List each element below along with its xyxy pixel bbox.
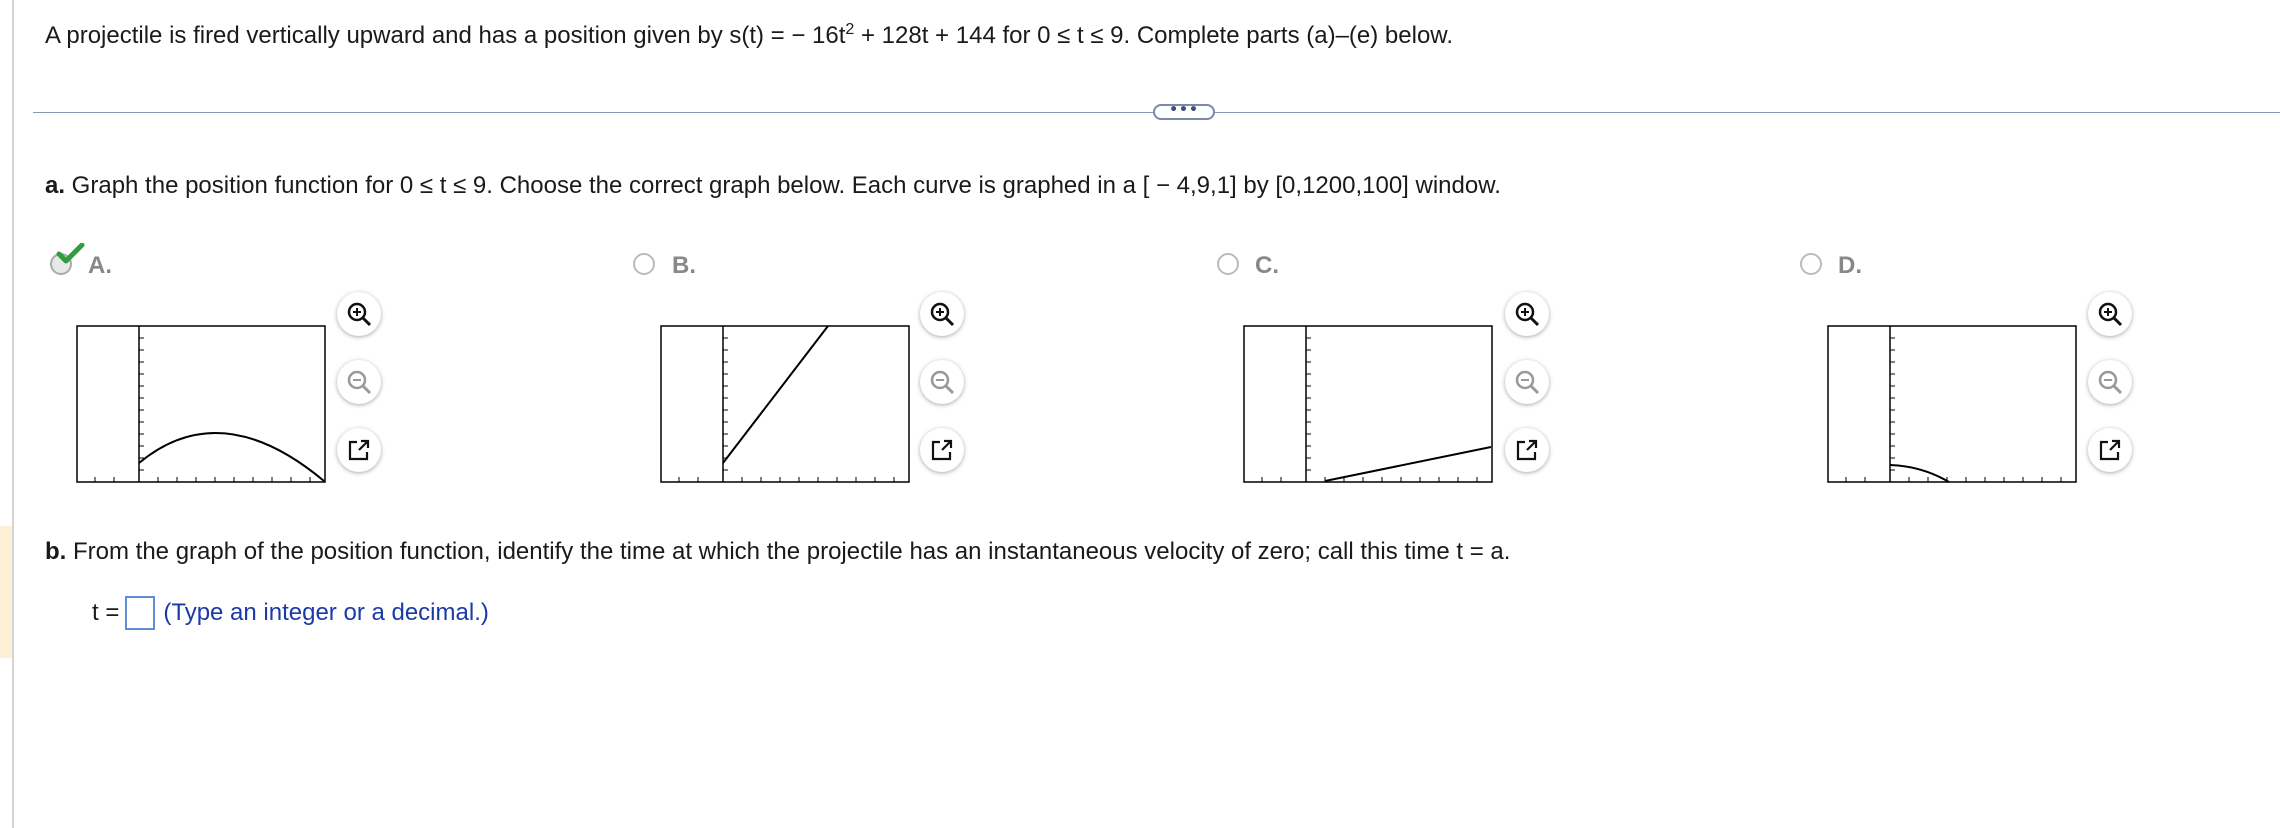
popout-icon [929, 437, 955, 463]
zoom-out-button[interactable] [2088, 360, 2132, 404]
zoom-in-icon [2096, 300, 2124, 328]
zoom-in-icon [928, 300, 956, 328]
zoom-out-icon [928, 368, 956, 396]
zoom-out-icon [1513, 368, 1541, 396]
zoom-out-icon [345, 368, 373, 396]
left-border [12, 0, 14, 828]
zoom-in-icon [1513, 300, 1541, 328]
answer-input[interactable] [125, 596, 155, 630]
answer-hint: (Type an integer or a decimal.) [163, 599, 489, 626]
option-d-graph[interactable] [1827, 325, 2077, 483]
option-b-label[interactable]: B. [672, 252, 696, 279]
active-part-marker [0, 526, 12, 658]
zoom-in-button[interactable] [920, 292, 964, 336]
zoom-in-icon [345, 300, 373, 328]
zoom-in-button[interactable] [1505, 292, 1549, 336]
zoom-out-button[interactable] [920, 360, 964, 404]
part-b-question: b. From the graph of the position function, identify the time at which the projectile has an instantaneous velocity of zero; call this time t = a. [45, 538, 1511, 565]
check-icon [56, 243, 86, 265]
answer-label: t = [92, 599, 120, 626]
option-d-label[interactable]: D. [1838, 252, 1862, 279]
option-c-radio[interactable] [1217, 253, 1239, 275]
popout-button[interactable] [2088, 428, 2132, 472]
zoom-out-button[interactable] [1505, 360, 1549, 404]
popout-icon [2097, 437, 2123, 463]
option-a-graph[interactable] [76, 325, 326, 483]
part-b-answer-row [92, 596, 489, 630]
expand-button[interactable]: ••• [1153, 104, 1215, 120]
zoom-out-button[interactable] [337, 360, 381, 404]
option-b-graph[interactable] [660, 325, 910, 483]
part-a-question: a. Graph the position function for 0 ≤ t ≤ 9. Choose the correct graph below. Each curve is graphed in a [ − 4,9,1] by [0,1200,100] window. [45, 172, 1501, 199]
zoom-in-button[interactable] [337, 292, 381, 336]
popout-button[interactable] [920, 428, 964, 472]
zoom-in-button[interactable] [2088, 292, 2132, 336]
option-d-radio[interactable] [1800, 253, 1822, 275]
popout-button[interactable] [1505, 428, 1549, 472]
option-b-radio[interactable] [633, 253, 655, 275]
popout-button[interactable] [337, 428, 381, 472]
problem-statement: A projectile is fired vertically upward and has a position given by s(t) = − $16t^2 + 128t + 144$ for 0 ≤ t ≤ 9. Complete parts (a)–(e) below. [45, 21, 1453, 49]
option-a-label[interactable]: A. [88, 252, 112, 279]
option-c-label[interactable]: C. [1255, 252, 1279, 279]
popout-icon [1514, 437, 1540, 463]
popout-icon [346, 437, 372, 463]
zoom-out-icon [2096, 368, 2124, 396]
option-c-graph[interactable] [1243, 325, 1493, 483]
